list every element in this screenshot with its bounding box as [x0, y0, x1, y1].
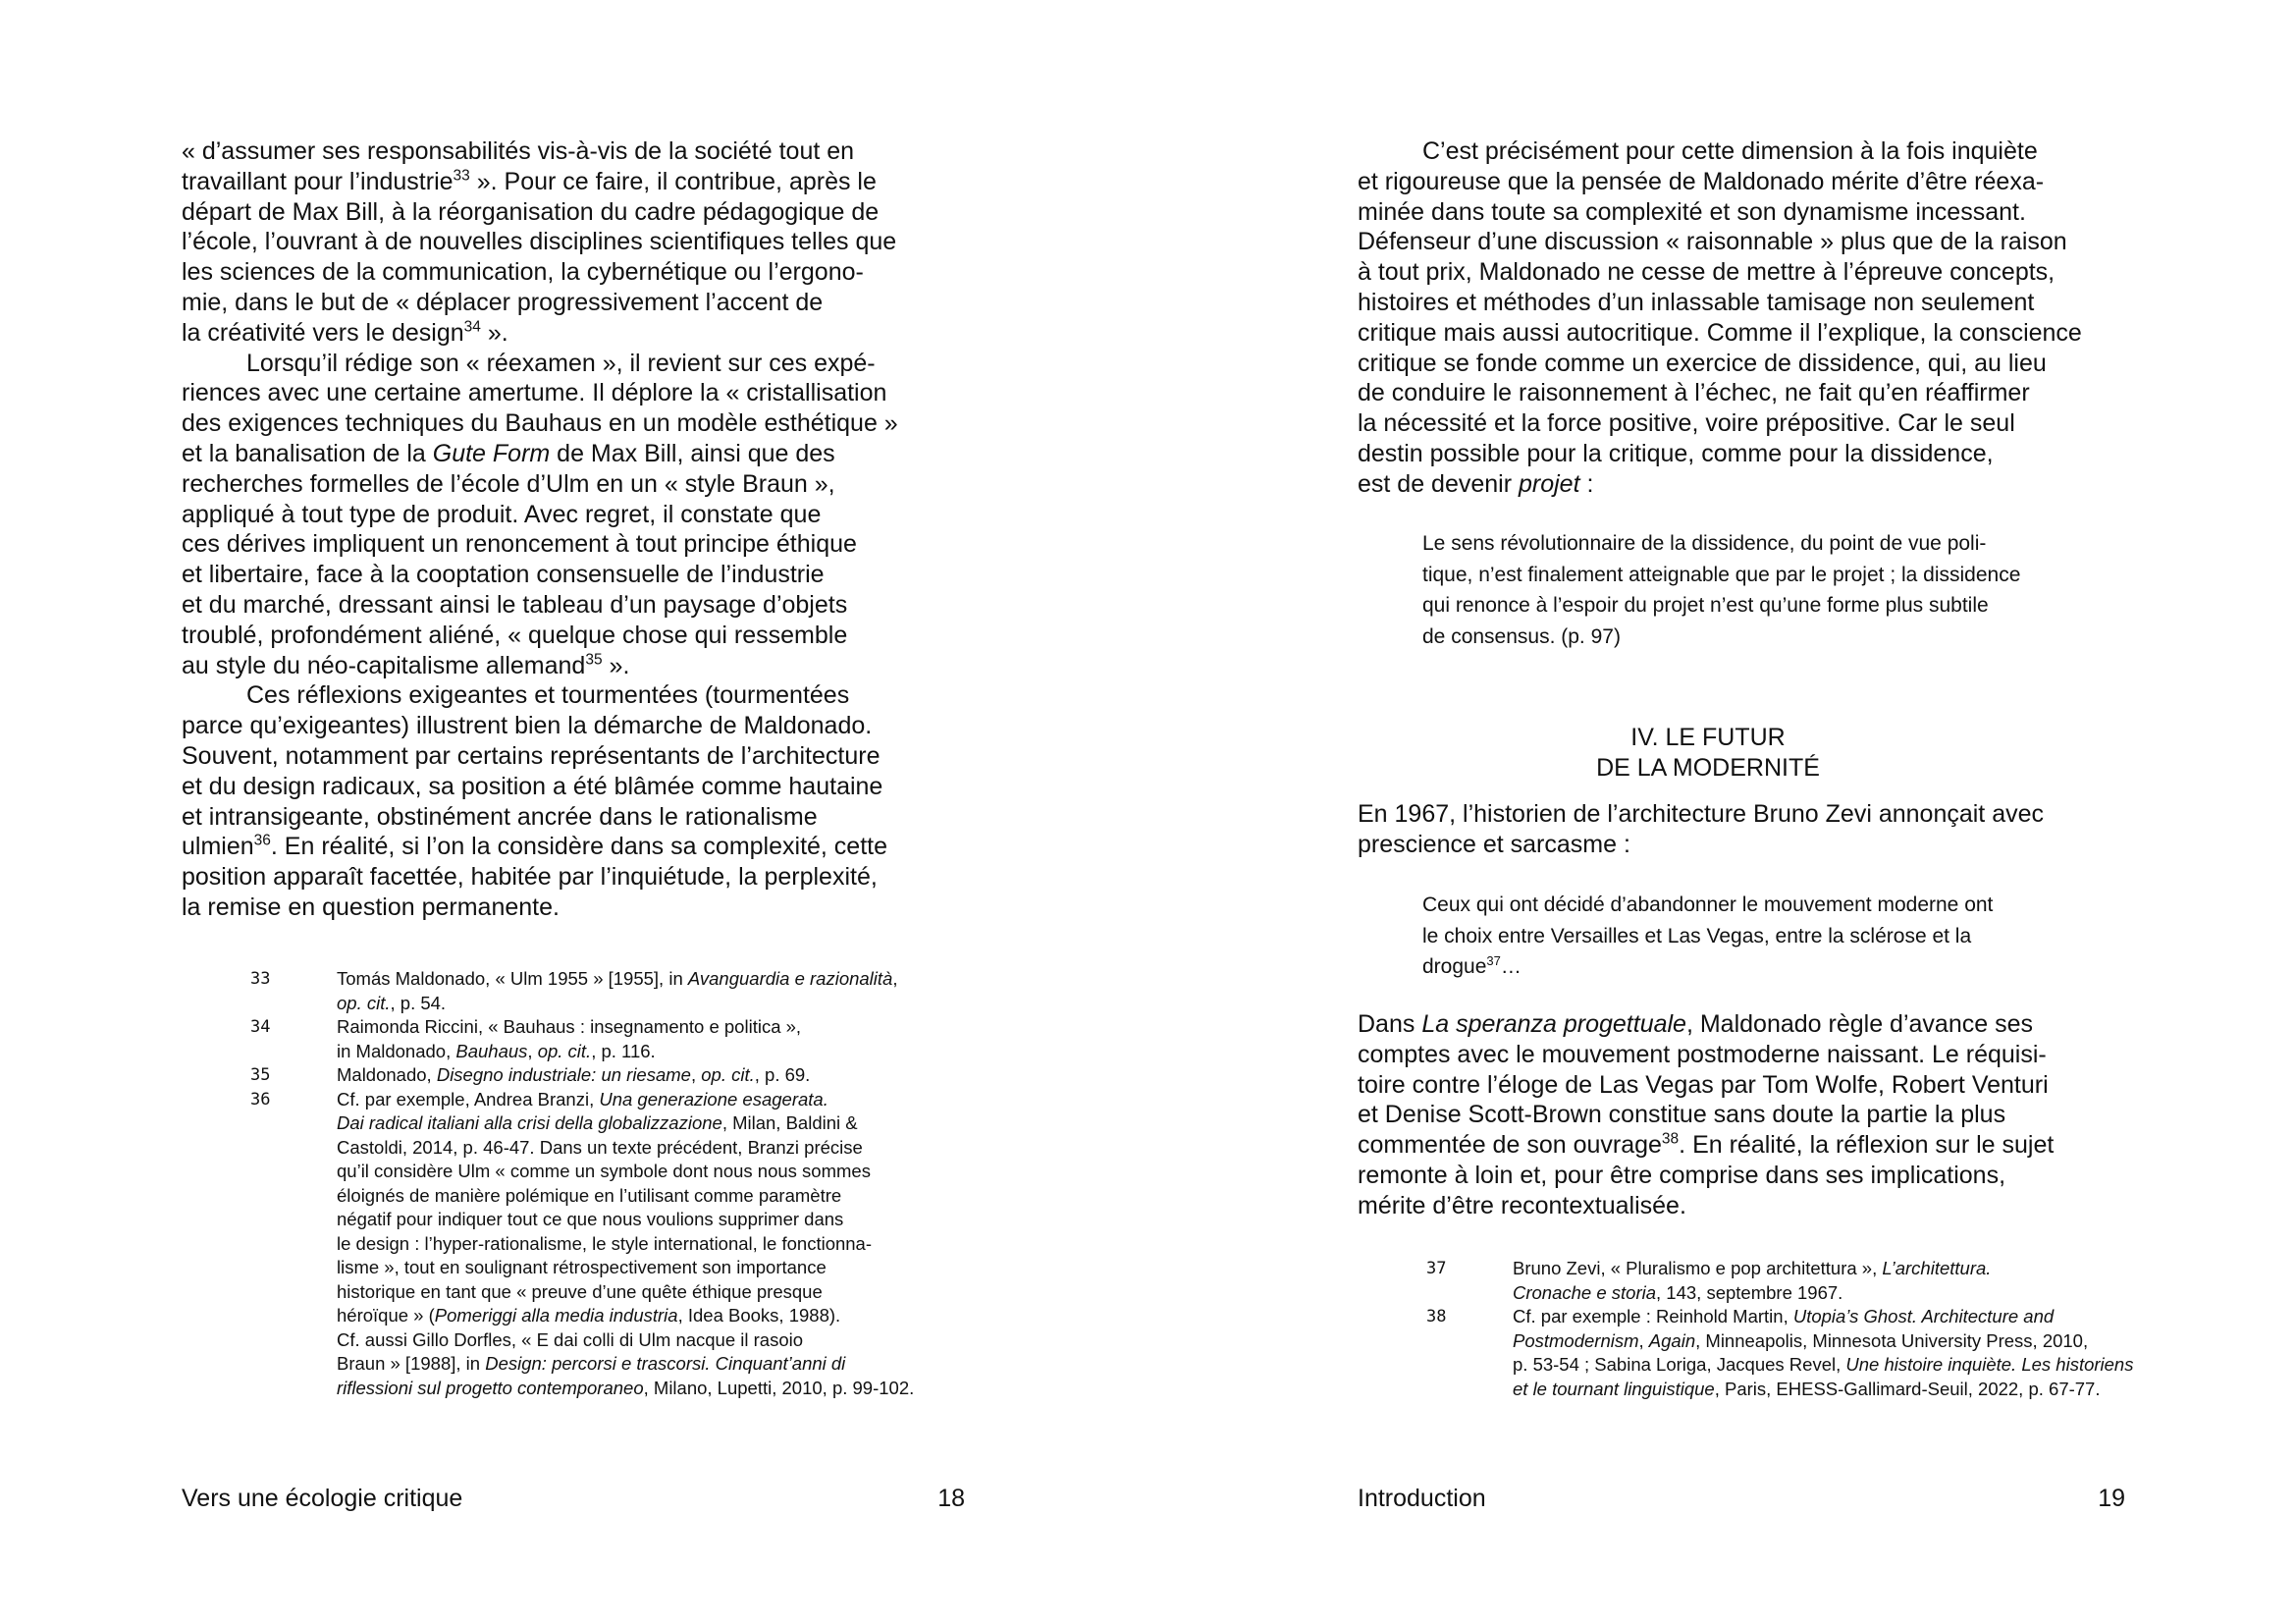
running-footer-title: Introduction — [1358, 1485, 1486, 1512]
running-footer-title: Vers une écologie critique — [182, 1485, 463, 1512]
text-line: lisme », tout en soulignant rétrospectivement son importance — [337, 1257, 827, 1277]
block-quote-1 — [1422, 528, 2020, 652]
text-line: de consensus. (p. 97) — [1422, 624, 1621, 648]
text-line: critique se fonde comme un exercice de dissidence, qui, au lieu — [1358, 349, 2047, 377]
text-line: drogue$^{37}$… — [1422, 953, 1522, 978]
footnote — [1426, 1257, 2133, 1305]
footnote — [250, 967, 914, 1015]
text-line: position apparaît facettée, habitée par l’inquiétude, la perplexité, — [182, 863, 878, 892]
footnote-reference: 34 — [463, 318, 481, 336]
text-line: héroïque » (Pomeriggi alla media industria, Idea Books, 1988). — [337, 1305, 841, 1326]
text-line: En 1967, l’historien de l’architecture Bruno Zevi annonçait avec — [1358, 800, 2045, 828]
section-heading — [1423, 723, 1993, 784]
footnote-reference: 38 — [1661, 1130, 1680, 1148]
text-line: Cf. aussi Gillo Dorfles, « E dai colli di Ulm nacque il rasoio — [337, 1328, 804, 1350]
text-line: Maldonado, Disegno industriale: un riesame, op. cit., p. 69. — [337, 1064, 811, 1085]
footnote-number: 35 — [250, 1065, 271, 1085]
text-line: Cf. par exemple : Reinhold Martin, Utopia’s Ghost. Architecture and — [1513, 1306, 2055, 1326]
text-line: critique mais aussi autocritique. Comme il l’explique, la conscience — [1358, 318, 2082, 347]
text-line: et Denise Scott-Brown constitue sans doute la partie la plus — [1358, 1101, 2006, 1129]
footnote — [1426, 1305, 2133, 1401]
footnotes-left — [250, 967, 914, 1400]
text-line: Tomás Maldonado, « Ulm 1955 » [1955], in Avanguardia e razionalità, — [337, 968, 898, 989]
italic-text: Utopia’s Ghost. Architecture and — [1792, 1306, 2055, 1326]
text-line: l’école, l’ouvrant à de nouvelles disciplines scientifiques telles que — [182, 228, 897, 256]
text-line: ulmien$^{36}$. En réalité, si l’on la considère dans sa complexité, cette — [182, 833, 888, 861]
text-line: et intransigeante, obstinément ancrée dans le rationalisme — [182, 802, 818, 831]
text-line: mie, dans le but de « déplacer progressivement l’accent de — [182, 288, 824, 316]
footnote — [250, 1063, 914, 1088]
text-line: Cronache e storia, 143, septembre 1967. — [1513, 1281, 1843, 1303]
italic-text: Pomeriggi alla media industria — [434, 1305, 678, 1326]
text-line: Braun » [1988], in Design: percorsi e trascorsi. Cinquant’anni di — [337, 1353, 846, 1374]
text-line: in Maldonado, Bauhaus, op. cit., p. 116. — [337, 1040, 656, 1061]
text-line: histoires et méthodes d’un inlassable tamisage non seulement — [1358, 288, 2035, 316]
text-line: prescience et sarcasme : — [1358, 830, 1630, 858]
text-line: le choix entre Versailles et Las Vegas, entre la sclérose et la — [1422, 924, 1972, 947]
italic-text: Bauhaus — [455, 1040, 528, 1061]
body-text-left — [182, 136, 898, 923]
text-line: « d’assumer ses responsabilités vis-à-vis de la société tout en — [182, 137, 855, 165]
section-heading-line: IV. LE FUTUR — [1630, 724, 1786, 751]
text-line: au style du néo-capitalisme allemand$^{35}$ ». — [182, 651, 630, 679]
text-line: Dai radical italiani alla crisi della globalizzazione, Milan, Baldini & — [337, 1112, 858, 1133]
footnote-number: 38 — [1426, 1307, 1447, 1326]
text-line: la nécessité et la force positive, voire prépositive. Car le seul — [1358, 409, 2015, 438]
text-line: minée dans toute sa complexité et son dynamisme incessant. — [1358, 197, 2026, 226]
text-line: et libertaire, face à la cooptation consensuelle de l’industrie — [182, 561, 825, 589]
footnote-number: 33 — [250, 969, 271, 989]
text-line: Défenseur d’une discussion « raisonnable » plus que de la raison — [1358, 228, 2067, 256]
footnote-reference: 35 — [585, 651, 603, 669]
footnotes-right — [1426, 1257, 2133, 1401]
italic-text: op. cit. — [701, 1064, 755, 1085]
italic-text: Gute Form — [432, 439, 551, 467]
italic-text: op. cit. — [537, 1040, 592, 1061]
text-line: Bruno Zevi, « Pluralismo e pop architettura », L’architettura. — [1513, 1258, 1992, 1278]
text-line: et rigoureuse que la pensée de Maldonado mérite d’être réexa- — [1358, 167, 2045, 195]
text-line: qu’il considère Ulm « comme un symbole dont nous nous sommes — [337, 1161, 871, 1181]
italic-text: Disegno industriale: un riesame — [436, 1064, 691, 1085]
text-line: tique, n’est finalement atteignable que par le projet ; la dissidence — [1422, 563, 2021, 586]
text-line: toire contre l’éloge de Las Vegas par Tom Wolfe, Robert Venturi — [1358, 1070, 2049, 1099]
text-line: départ de Max Bill, à la réorganisation du cadre pédagogique de — [182, 197, 880, 226]
italic-text: La speranza progettuale — [1421, 1010, 1686, 1038]
text-line: des exigences techniques du Bauhaus en un modèle esthétique » — [182, 409, 898, 438]
text-line: Cf. par exemple, Andrea Branzi, Una generazione esagerata. — [337, 1088, 828, 1110]
text-line: qui renonce à l’espoir du projet n’est qu’une forme plus subtile — [1422, 594, 1989, 617]
text-line: de conduire le raisonnement à l’échec, ne fait qu’en réaffirmer — [1358, 379, 2030, 407]
italic-text: Again — [1648, 1329, 1696, 1351]
footnote-reference: 36 — [253, 833, 271, 850]
italic-text: Une histoire inquiète. Les historiens — [1845, 1354, 2134, 1375]
body-text-right-2 — [1358, 799, 2044, 860]
text-line: riflessioni sul progetto contemporaneo, Milano, Lupetti, 2010, p. 99-102. — [337, 1377, 915, 1398]
text-line: Ceux qui ont décidé d’abandonner le mouvement moderne ont — [1422, 893, 1994, 916]
text-line: et la banalisation de la Gute Form de Max Bill, ainsi que des — [182, 439, 835, 467]
text-line: le design : l’hyper-rationalisme, le style international, le fonctionna- — [337, 1232, 873, 1254]
text-line: appliqué à tout type de produit. Avec regret, il constate que — [182, 500, 822, 528]
page-number: 19 — [2098, 1485, 2125, 1512]
text-line: op. cit., p. 54. — [337, 992, 447, 1013]
text-line: parce qu’exigeantes) illustrent bien la démarche de Maldonado. — [182, 712, 873, 740]
italic-text: et le tournant linguistique — [1513, 1378, 1715, 1399]
footnote — [250, 1088, 914, 1401]
text-line: C’est précisément pour cette dimension à la fois inquiète — [1422, 137, 2038, 165]
text-line: la remise en question permanente. — [182, 893, 560, 921]
page-number: 18 — [937, 1485, 965, 1512]
italic-text: Dai radical italiani alla crisi della globalizzazione — [337, 1112, 722, 1133]
block-quote-2 — [1422, 890, 1993, 983]
text-line: remonte à loin et, pour être comprise dans ses implications, — [1358, 1161, 2006, 1189]
italic-text: Design: percorsi e trascorsi. Cinquant’anni di — [485, 1353, 846, 1374]
footnote — [250, 1015, 914, 1063]
footnote-reference: 33 — [453, 167, 470, 185]
italic-text: projet — [1519, 469, 1580, 498]
text-line: et du marché, dressant ainsi le tableau d’un paysage d’objets — [182, 590, 848, 619]
italic-text: Postmodernism — [1513, 1329, 1639, 1351]
text-line: et le tournant linguistique, Paris, EHESS-Gallimard-Seuil, 2022, p. 67-77. — [1513, 1378, 2101, 1399]
text-line: les sciences de la communication, la cybernétique ou l’ergono- — [182, 258, 864, 287]
section-heading-line: DE LA MODERNITÉ — [1596, 754, 1820, 782]
text-line: Lorsqu’il rédige son « réexamen », il revient sur ces expé- — [246, 349, 876, 377]
text-line: historique en tant que « preuve d’une quête éthique presque — [337, 1280, 823, 1302]
footnote-number: 37 — [1426, 1259, 1447, 1278]
italic-text: riflessioni sul progetto contemporaneo — [337, 1377, 644, 1398]
text-line: Raimonda Riccini, « Bauhaus : insegnamento e politica », — [337, 1016, 802, 1037]
text-line: Castoldi, 2014, p. 46-47. Dans un texte précédent, Branzi précise — [337, 1136, 863, 1158]
text-line: la créativité vers le design$^{34}$ ». — [182, 318, 508, 347]
footnote-reference: 37 — [1486, 953, 1501, 969]
text-line: et du design radicaux, sa position a été blâmée comme hautaine — [182, 772, 883, 800]
body-text-right-1 — [1358, 136, 2082, 500]
footnote-number: 36 — [250, 1089, 271, 1110]
text-line: riences avec une certaine amertume. Il déplore la « cristallisation — [182, 379, 887, 407]
text-line: troublé, profondément aliéné, « quelque chose qui ressemble — [182, 621, 848, 649]
text-line: Dans La speranza progettuale, Maldonado règle d’avance ses — [1358, 1010, 2033, 1038]
footnote-number: 34 — [250, 1017, 271, 1037]
text-line: mérite d’être recontextualisée. — [1358, 1191, 1686, 1219]
text-line: recherches formelles de l’école d’Ulm en un « style Braun », — [182, 469, 835, 498]
text-line: Postmodernism, Again, Minneapolis, Minnesota University Press, 2010, — [1513, 1329, 2089, 1351]
text-line: Ces réflexions exigeantes et tourmentées (tourmentées — [246, 681, 850, 710]
text-line: destin possible pour la critique, comme pour la dissidence, — [1358, 439, 1994, 467]
italic-text: Avanguardia e razionalità — [687, 968, 893, 989]
body-text-right-3 — [1358, 1009, 2054, 1221]
italic-text: Cronache e storia — [1513, 1281, 1657, 1303]
text-line: ces dérives impliquent un renoncement à tout principe éthique — [182, 530, 857, 559]
italic-text: L’architettura. — [1882, 1258, 1992, 1278]
text-line: comptes avec le mouvement postmoderne naissant. Le réquisi- — [1358, 1040, 2047, 1068]
text-line: Le sens révolutionnaire de la dissidence, du point de vue poli- — [1422, 532, 1987, 555]
text-line: est de devenir projet : — [1358, 469, 1594, 498]
text-line: p. 53-54 ; Sabina Loriga, Jacques Revel, Une histoire inquiète. Les historiens — [1513, 1354, 2134, 1375]
text-line: travaillant pour l’industrie$^{33}$ ». Pour ce faire, il contribue, après le — [182, 167, 877, 195]
italic-text: op. cit. — [337, 992, 391, 1013]
text-line: Souvent, notamment par certains représentants de l’architecture — [182, 741, 881, 770]
text-line: commentée de son ouvrage$^{38}$. En réalité, la réflexion sur le sujet — [1358, 1130, 2055, 1160]
italic-text: Una generazione esagerata. — [599, 1088, 828, 1110]
text-line: éloignés de manière polémique en l’utilisant comme paramètre — [337, 1184, 842, 1206]
text-line: négatif pour indiquer tout ce que nous voulions supprimer dans — [337, 1209, 844, 1229]
text-line: à tout prix, Maldonado ne cesse de mettre à l’épreuve concepts, — [1358, 258, 2056, 287]
